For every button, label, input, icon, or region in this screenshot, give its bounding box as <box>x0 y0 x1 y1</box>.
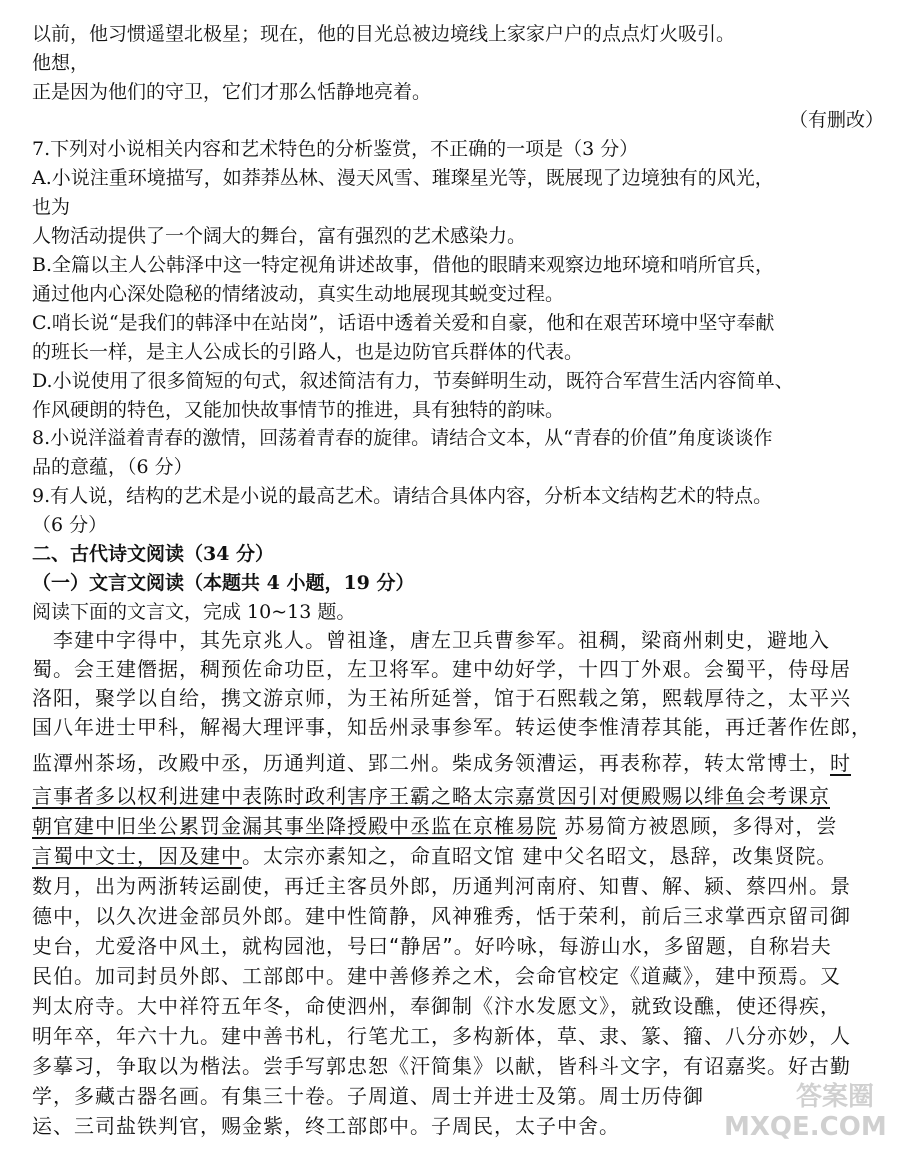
text-segment: 监潭州茶场，改殿中丞，历通判道、郢二州。柴成务领漕运，再表称荐，转太常博士， <box>32 751 830 775</box>
text-line: 明年卒，年六十九。建中善书札，行笔尤工，多构新体，草、隶、篆、籀、八分亦妙，人 <box>32 1024 851 1048</box>
passage-line: 他想， <box>32 52 90 74</box>
instruction: 阅读下面的文言文，完成 10~13 题。 <box>32 601 356 623</box>
text-line: 李建中字得中，其先京兆人。曾祖逢，唐左卫兵曹参军。祖稠，梁商州刺史，避地入 <box>32 628 830 652</box>
text-line: 德中，以久次进金部员外郎。建中性简静，风神雅秀，恬于荣利，前后三求掌西京留司御 <box>32 904 851 928</box>
watermark-logo: 答案圈 MXQE.COM <box>724 1082 887 1142</box>
text-line <box>32 812 886 841</box>
passage-line: 以前，他习惯遥望北极星；现在，他的目光总被边境线上家家户户的点点灯火吸引。 <box>32 23 736 45</box>
question-8-cont: 品的意蕴，（6 分） <box>32 456 193 478</box>
option-c: C.哨长说“是我们的韩泽中在站岗”，话语中透着关爱和自豪，他和在艰苦环境中坚守奉献 <box>32 312 775 334</box>
option-b: B.全篇以主人公韩泽中这一特定视角讲述故事，借他的眼睛来观察边地环境和哨所官兵， <box>32 254 775 276</box>
option-b-cont: 通过他内心深处隐秘的情绪波动，真实生动地展现其蜕变过程。 <box>32 283 565 305</box>
text-line <box>32 749 886 778</box>
text-line: 学，多藏古器名画。有集三十卷。子周道、周士并进士及第。周士历侍御 <box>32 1084 704 1108</box>
text-segment: 苏易简方被恩顾，多得对，尝 <box>557 814 838 838</box>
option-d: D.小说使用了很多简短的句式，叙述简洁有力，节奏鲜明生动，既符合军营生活内容简单、 <box>32 370 794 392</box>
underlined-segment: 朝官建中旧坐公累罚金漏其事坐降授殿中丞监在京榷易院 <box>32 814 557 838</box>
section-title: 二、古代诗文阅读（34 分） <box>32 543 275 565</box>
underlined-segment: 言蜀中文士，因及建中 <box>32 844 242 868</box>
option-a: A.小说注重环境描写，如莽莽丛林、漫天风雪、璀璨星光等，既展现了边境独有的风光， <box>32 167 774 189</box>
underlined-segment: 时 <box>830 751 851 775</box>
text-segment: 。太宗亦素知之，命直昭文馆 建中父名昭文，恳辞，改集贤院。 <box>242 844 838 868</box>
text-line: 蜀。会王建僭据，稠预佐命功臣，左卫将军。建中幼好学，十四丁外艰。会蜀平，侍母居 <box>32 657 851 681</box>
option-c-cont: 的班长一样，是主人公成长的引路人，也是边防官兵群体的代表。 <box>32 341 584 363</box>
text-line: 运、三司盐铁判官，赐金紫，终工部郎中。子周民，太子中舍。 <box>32 1114 620 1138</box>
section-subtitle: （一）文言文阅读（本题共 4 小题，19 分） <box>32 572 415 594</box>
text-line: 数月，出为两浙转运副使，再迁主客员外郎，历通判河南府、知曹、解、颍、蔡四州。景 <box>32 874 851 898</box>
passage-line: 正是因为他们的守卫，它们才那么恬静地亮着。 <box>32 81 432 103</box>
text-line: 洛阳，聚学以自给，携文游京师，为王祐所延誉，馆于石熙载之第，熙载厚待之，太平兴 <box>32 686 851 710</box>
option-d-cont: 作风硬朗的特色，又能加快故事情节的推进，具有独特的韵味。 <box>32 399 565 421</box>
text-line: 多摹习，争取以为楷法。尝手写郭忠恕《汗简集》以献，皆科斗文字，有诏嘉奖。好古勤 <box>32 1054 851 1078</box>
text-line: 国八年进士甲科，解褐大理评事，知岳州录事参军。转运使李惟清荐其能，再迁著作佐郎， <box>32 715 872 739</box>
option-a-cont: 人物活动提供了一个阔大的舞台，富有强烈的艺术感染力。 <box>32 225 527 247</box>
text-line: 判太府寺。大中祥符五年冬，命使泗州，奉御制《汴水发愿文》，就致设醮，使还得疾， <box>32 994 841 1018</box>
option-a-cont: 也为 <box>32 196 71 218</box>
text-line <box>32 842 886 871</box>
text-line: 民伯。加司封员外郎、工部郎中。建中善修养之术，会命官校定《道藏》，建中预焉。又 <box>32 964 841 988</box>
question-8: 8.小说洋溢着青春的激情，回荡着青春的旋律。请结合文本，从“青春的价值”角度谈谈作 <box>32 427 773 449</box>
source-note: （有删改） <box>788 109 884 131</box>
underlined-line: 言事者多以权利进建中表陈时政利害序王霸之略太宗嘉赏因引对便殿赐以绯鱼会考课京 <box>32 784 830 808</box>
question-9-cont: （6 分） <box>32 514 108 536</box>
question-7: 7.下列对小说相关内容和艺术特色的分析鉴赏，不正确的一项是（3 分） <box>32 138 639 160</box>
question-9: 9.有人说，结构的艺术是小说的最高艺术。请结合具体内容，分析本文结构艺术的特点。 <box>32 485 773 507</box>
text-line: 史台，尤爱洛中风土，就构园池，号曰“静居”。好吟咏，每游山水，多留题，自称岩夫 <box>32 934 832 958</box>
